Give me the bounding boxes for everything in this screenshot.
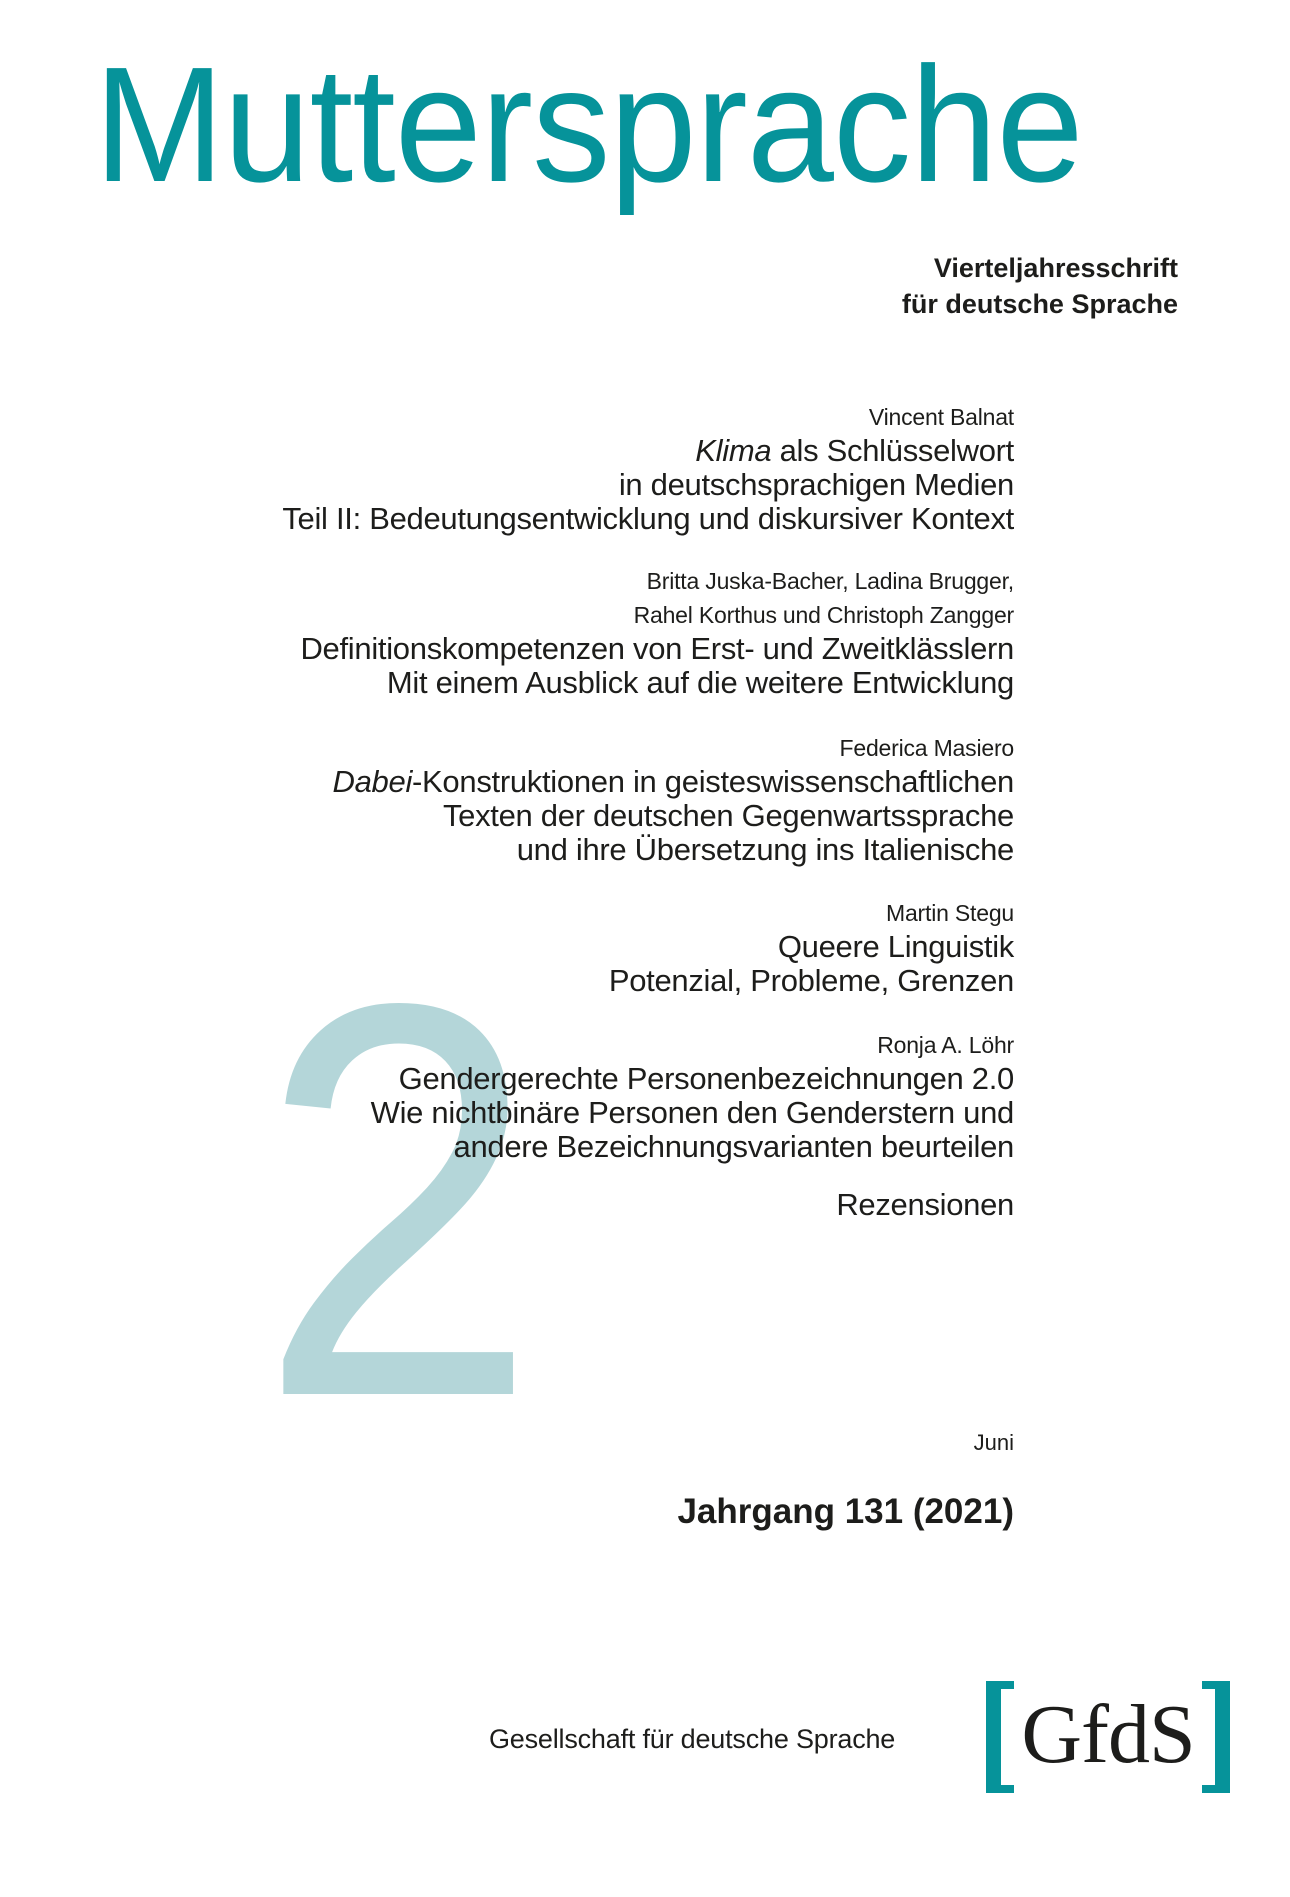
journal-subtitle xyxy=(902,250,1178,322)
article-title-line: Definitionskompetenzen von Erst- und Zweitklässlern xyxy=(300,631,1014,666)
title-italic-term: Klima xyxy=(695,433,772,468)
gfds-logo xyxy=(986,1681,1230,1793)
article-title-line: Potenzial, Probleme, Grenzen xyxy=(608,963,1014,998)
issue-number-graphic: 2 xyxy=(258,887,539,1513)
article-author: Ronja A. Löhr xyxy=(877,1032,1014,1058)
toc-article-2 xyxy=(300,564,1014,700)
article-author: Martin Stegu xyxy=(886,900,1014,926)
right-bracket-icon xyxy=(1202,1681,1230,1793)
toc-article-5 xyxy=(371,1028,1014,1164)
toc-article-3 xyxy=(333,731,1014,867)
article-title-line: Texten der deutschen Gegenwartssprache xyxy=(442,798,1014,833)
article-title-line: und ihre Übersetzung ins Italienische xyxy=(516,832,1014,867)
subtitle-line-1: Vierteljahresschrift xyxy=(933,253,1178,283)
logo-text: GfdS xyxy=(1021,1688,1195,1781)
article-title-line xyxy=(333,765,1014,799)
article-title-line xyxy=(282,434,1014,468)
article-author: Britta Juska-Bacher, Ladina Brugger, xyxy=(646,568,1014,594)
article-author: Vincent Balnat xyxy=(868,404,1014,430)
title-text: -Konstruktionen in geisteswissenschaftlichen xyxy=(412,764,1014,799)
subtitle-line-2: für deutsche Sprache xyxy=(901,289,1178,319)
volume-year: Jahrgang 131 (2021) xyxy=(677,1492,1014,1531)
article-title-line: Teil II: Bedeutungsentwicklung und diskursiver Kontext xyxy=(282,501,1014,536)
article-title-line: Wie nichtbinäre Personen den Genderstern und xyxy=(370,1095,1014,1130)
reviews-label: Rezensionen xyxy=(836,1187,1014,1222)
publisher-name: Gesellschaft für deutsche Sprache xyxy=(489,1724,896,1754)
article-author: Federica Masiero xyxy=(839,735,1014,761)
article-title-line: in deutschsprachigen Medien xyxy=(618,467,1014,502)
article-title-line: andere Bezeichnungsvarianten beurteilen xyxy=(453,1129,1014,1164)
article-title-line: Mit einem Ausblick auf die weitere Entwicklung xyxy=(386,665,1014,700)
title-text: als Schlüsselwort xyxy=(771,433,1014,468)
article-title-line: Queere Linguistik xyxy=(777,929,1014,964)
article-title-line: Gendergerechte Personenbezeichnungen 2.0 xyxy=(398,1061,1014,1096)
article-author: Rahel Korthus und Christoph Zangger xyxy=(633,602,1014,628)
journal-title: Muttersprache xyxy=(94,33,1083,216)
toc-article-1 xyxy=(282,400,1014,536)
left-bracket-icon xyxy=(986,1681,1014,1793)
title-italic-term: Dabei xyxy=(332,764,413,799)
toc-reviews xyxy=(836,1188,1014,1222)
toc-article-4 xyxy=(609,896,1014,998)
issue-month: Juni xyxy=(973,1430,1014,1455)
